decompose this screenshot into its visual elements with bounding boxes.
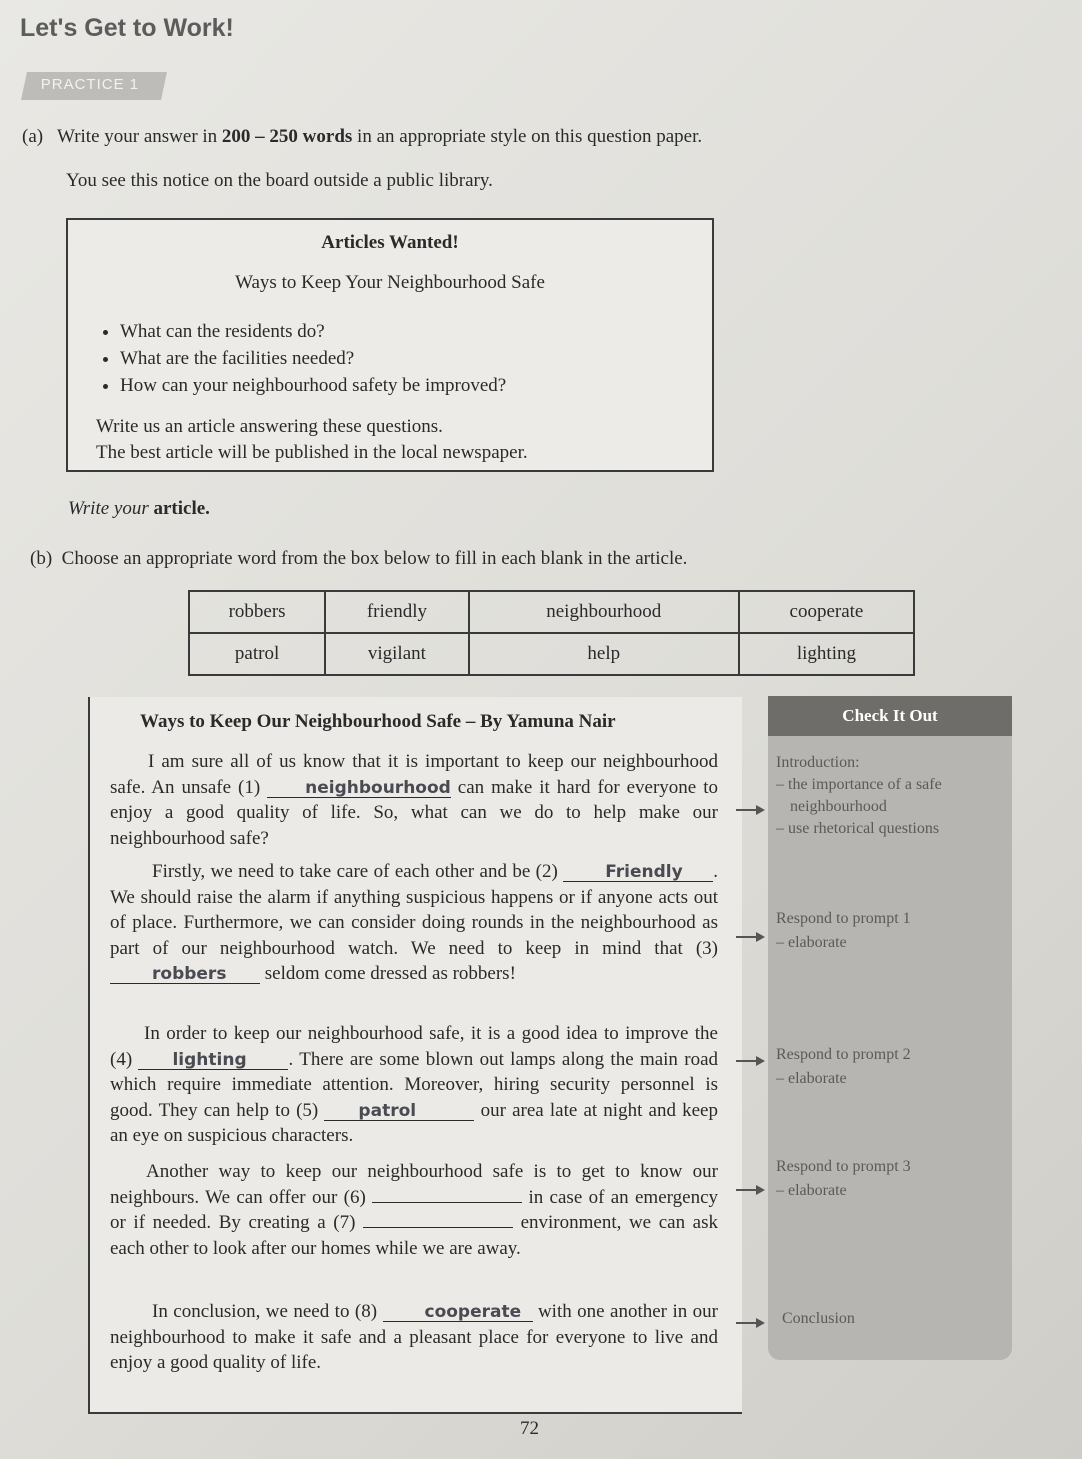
- word-cell: robbers: [189, 591, 325, 633]
- intro-note-1: – the importance of a safe: [776, 776, 942, 793]
- notice-bullet: • What can the residents do?: [120, 318, 506, 345]
- practice-banner: [21, 72, 167, 100]
- arrow-icon: [736, 1316, 766, 1330]
- word-count: 200 – 250 words: [221, 126, 353, 147]
- arrow-icon: [736, 803, 766, 817]
- prompt-3-note: – elaborate: [776, 1182, 847, 1199]
- notice-subtitle: Ways to Keep Your Neighbourhood Safe: [235, 272, 545, 293]
- word-box: [188, 590, 915, 676]
- word-row: [189, 633, 914, 675]
- word-cell: help: [469, 633, 739, 675]
- word-cell: vigilant: [325, 633, 468, 675]
- text-segment: . There are some blown out lamps along the main road which require immediate attention. Moreover, hiring security personnel is good. They can help to (5): [110, 1048, 719, 1121]
- prompt-2-note: – elaborate: [776, 1070, 847, 1087]
- write-prompt-italic: Write your: [68, 498, 149, 519]
- answer-blank-5[interactable]: patrol: [324, 1102, 474, 1121]
- article-paragraph-4: [110, 1159, 718, 1261]
- write-prompt: [68, 498, 210, 520]
- arrow-icon: [736, 1183, 766, 1197]
- answer-blank-6[interactable]: [372, 1202, 522, 1203]
- text-segment: In conclusion, we need to (8): [152, 1301, 383, 1322]
- conclusion-label: Conclusion: [782, 1310, 855, 1327]
- text-segment: In order to keep our neighbourhood safe, it is a good idea to improve the (4): [110, 1023, 718, 1070]
- part-b-instruction: [30, 548, 687, 570]
- prompt-1-title: Respond to prompt 1: [776, 910, 911, 927]
- write-prompt-bold: article.: [148, 498, 210, 519]
- text-segment: environment, we can ask each other to look after our homes while we are away.: [110, 1212, 718, 1259]
- text-segment: I am sure all of us know that it is important to keep our neighbourhood safe. An unsafe (1): [110, 751, 718, 798]
- text-segment: can make it hard for everyone to enjoy a good quality of life. So, what can we do to help make our neighbourhood safe?: [110, 776, 718, 849]
- word-cell: neighbourhood: [469, 591, 739, 633]
- part-a-label: (a): [22, 126, 44, 147]
- text-segment: . We should raise the alarm if anything suspicious happens or if anyone acts out of place. Furthermore, we can consider doing rounds in the neighbourhood as part of our neighbourhood watch. We need to keep in mind that (3): [110, 861, 718, 959]
- word-cell: lighting: [739, 633, 914, 675]
- page-number: 72: [520, 1418, 539, 1439]
- instruction-post: in an appropriate style on this question paper.: [352, 126, 703, 147]
- text-segment: with one another in our neighbourhood to make it safe and a pleasant place for everyone to live and enjoy a good quality of life.: [110, 1301, 718, 1373]
- article-box: [88, 697, 742, 1414]
- answer-blank-8[interactable]: cooperate: [383, 1303, 533, 1322]
- arrow-icon: [736, 1054, 766, 1068]
- notice-bullet: • What are the facilities needed?: [120, 345, 506, 372]
- answer-blank-7[interactable]: [363, 1227, 513, 1228]
- notice-line-2: The best article will be published in the local newspaper.: [96, 442, 528, 463]
- check-it-out-title: Check It Out: [768, 696, 1012, 736]
- arrow-icon: [736, 930, 766, 944]
- notice-title: Articles Wanted!: [321, 232, 459, 253]
- notice-bullets: [96, 318, 506, 399]
- word-cell: patrol: [189, 633, 325, 675]
- practice-label: PRACTICE 1: [40, 76, 140, 93]
- text-segment: our area late at night and keep an eye on suspicious characters.: [110, 1099, 718, 1146]
- intro-note-2: – use rhetorical questions: [776, 820, 940, 837]
- answer-blank-2[interactable]: Friendly: [563, 863, 713, 882]
- answer-blank-4[interactable]: lighting: [138, 1051, 288, 1070]
- part-b-label: (b): [30, 548, 53, 569]
- article-paragraph-1: [110, 749, 718, 851]
- text-segment: in case of an emergency or if needed. By creating a (7): [110, 1186, 718, 1233]
- answer-blank-3[interactable]: robbers: [110, 965, 260, 984]
- notice-bullet: • How can your neighbourhood safety be improved?: [120, 372, 506, 399]
- article-title: Ways to Keep Our Neighbourhood Safe – By Yamuna Nair: [140, 711, 616, 732]
- intro-note-1b: neighbourhood: [790, 798, 887, 815]
- check-it-out-panel: [768, 696, 1012, 1360]
- notice-line-1: Write us an article answering these questions.: [96, 416, 443, 437]
- word-cell: cooperate: [739, 591, 914, 633]
- text-segment: Firstly, we need to take care of each other and be (2): [152, 861, 564, 882]
- notice-context: You see this notice on the board outside a public library.: [66, 170, 493, 191]
- part-b-text: Choose an appropriate word from the box below to fill in each blank in the article.: [61, 548, 688, 569]
- word-cell: friendly: [325, 591, 468, 633]
- page-heading: Let's Get to Work!: [20, 14, 234, 42]
- intro-title: Introduction:: [776, 754, 860, 771]
- notice-box: [66, 218, 714, 472]
- article-paragraph-3: [110, 1021, 718, 1149]
- answer-blank-1[interactable]: neighbourhood: [267, 779, 451, 798]
- article-paragraph-5: [110, 1299, 718, 1376]
- text-segment: seldom come dressed as robbers!: [260, 963, 516, 984]
- text-segment: Another way to keep our neighbourhood safe is to get to know our neighbours. We can offer our (6): [110, 1161, 718, 1208]
- prompt-1-note: – elaborate: [776, 934, 847, 951]
- part-a-instruction: [22, 126, 702, 148]
- article-paragraph-2: [110, 859, 718, 987]
- word-row: [189, 591, 914, 633]
- prompt-3-title: Respond to prompt 3: [776, 1158, 911, 1175]
- instruction-pre: Write your answer in: [57, 126, 222, 147]
- prompt-2-title: Respond to prompt 2: [776, 1046, 911, 1063]
